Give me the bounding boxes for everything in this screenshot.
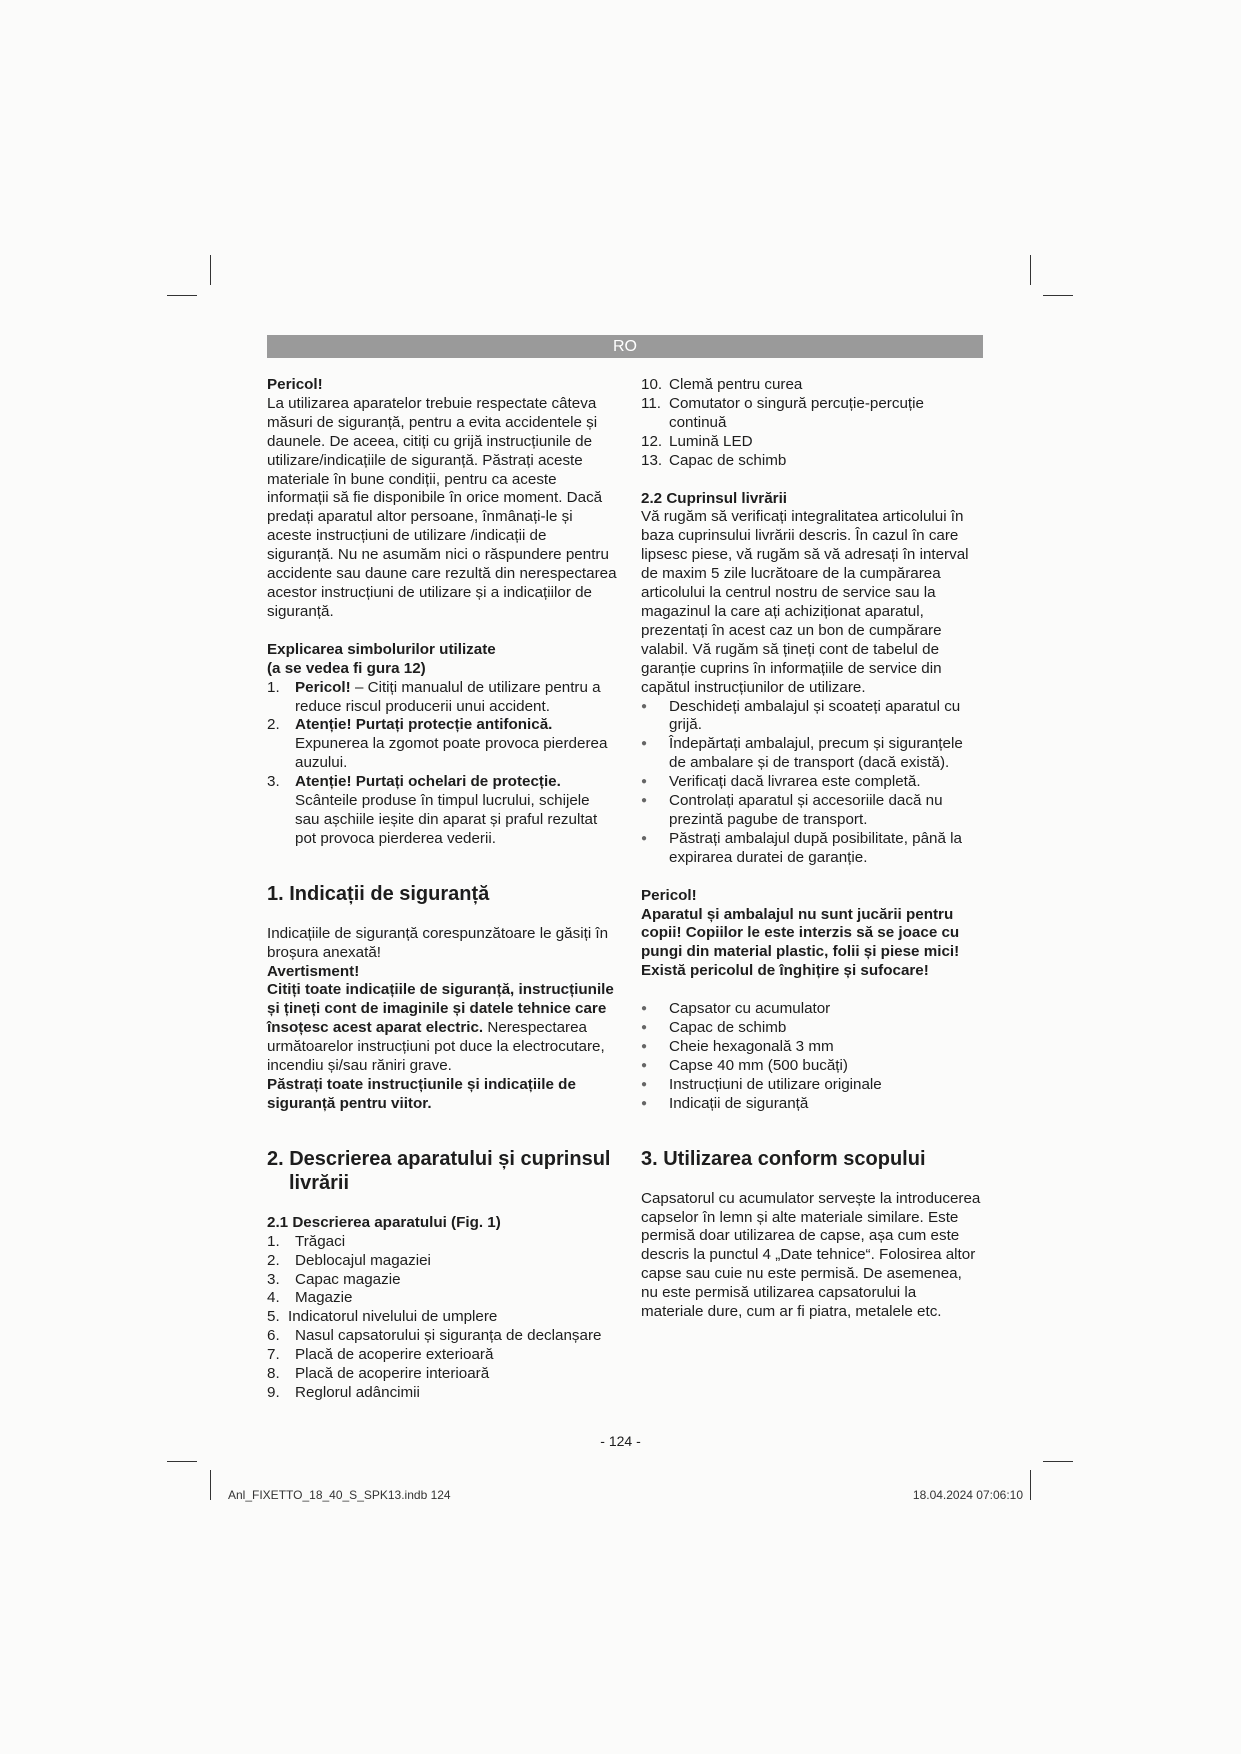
list-item: ● Cheie hexagonală 3 mm [641,1038,981,1057]
parts-list [267,1233,617,1403]
page-number: - 124 - [600,1433,641,1449]
list-item: 7. Placă de acoperire exterioară [267,1346,494,1364]
crop-mark [167,295,197,296]
language-header: RO [267,335,983,358]
footer-date: 18.04.2024 07:06:10 [912,1488,1023,1502]
list-item: 8. Placă de acoperire interioară [267,1365,490,1383]
section-2-1-title: 2.1 Descrierea aparatului (Fig. 1) [267,1213,501,1231]
list-item: 1. Pericol! – Citiți manualul de utilizare pentru a reduce riscul producerii unui accident. [267,678,601,715]
symbols-list [267,679,617,849]
list-item: ● Îndepărtați ambalajul, precum și siguranțele de ambalare și de transport (dacă există). [641,735,981,773]
parts-list-continued [641,376,981,471]
delivery-contents [641,1000,981,1113]
list-item: ● Instrucțiuni de utilizare originale [641,1076,981,1095]
section-1-text: Indicațiile de siguranță corespunzătoare le găsiți în broșura anexată! [267,924,609,961]
crop-mark [210,1470,211,1500]
section-1-title: 1. Indicații de siguranță [267,882,490,905]
left-column [267,376,617,1403]
section-2-2-title: 2.2 Cuprinsul livrării [641,489,788,507]
list-item: ● Controlați aparatul și accesoriile dacă nu prezintă pagube de transport. [641,792,981,830]
section-2-2-text: Vă rugăm să verificați integralitatea articolului în baza cuprinsului livrării descris. În cazul în care lipsesc piese, vă rugăm să vă adresați în interval de maxim 5 zile lucrătoare de la cumpărarea articolului la centrul nostru de service sau la magazinul la care ați achiziționat aparatul, prezentați în acest caz un bon de cumpărare valabil. Vă rugăm să țineți cont de tabelul de garanție cuprins în informațiile de service din capătul instrucțiunilor de utilizare. [641,508,969,696]
list-item: ● Deschideți ambalajul și scoateți aparatul cu grijă. [641,698,981,736]
warning-title: Avertisment! [267,962,360,980]
crop-mark [1030,1470,1031,1500]
list-item: 2. Atenție! Purtați protecție antifonică. Expunerea la zgomot poate provoca pierderea auzului. [267,716,608,772]
list-item: ● Indicații de siguranță [641,1095,981,1114]
list-item: 4. Magazie [267,1289,353,1307]
unpacking-steps [641,698,981,868]
danger-text: La utilizarea aparatelor trebuie respectate câteva măsuri de siguranță, pentru a evita accidentele și daunele. De aceea, citiți cu grijă instrucțiunile de utilizare/indicațiile de siguranță. Păstrați aceste materiale în bune condiții, pentru ca aceste informații să fie disponibile în orice moment. Dacă predați aparatul altor persoane, înmânați-le și aceste instrucțiuni de utilizare /indicații de siguranță. Nu ne asumăm nici o răspundere pentru accidente sau daune care rezultă din nerespectarea acestor instrucțiuni de utilizare și a indicațiilor de siguranță. [267,394,617,620]
list-item: 2. Deblocajul magaziei [267,1251,431,1269]
list-item: 5. Indicatorul nivelului de umplere [267,1308,498,1326]
list-item: 1. Trăgaci [267,1232,346,1250]
list-item: ● Păstrați ambalajul după posibilitate, până la expirarea duratei de garanție. [641,830,981,868]
warning-text: Citiți toate indicațiile de siguranță, instrucțiunile și țineți cont de imaginile și datele tehnice care însoțesc acest aparat electric. Nerespectarea următoarelor instrucțiuni pot duce la electrocutare, incendiu și/sau răniri grave. [267,981,614,1075]
crop-mark [167,1461,197,1462]
danger-title: Pericol! [267,376,323,393]
symbols-title: Explicarea simbolurilor utilizate [267,640,496,658]
list-item: 11. Comutator o singură percuție-percuție continuă [641,394,924,431]
list-item: 10. Clemă pentru curea [641,376,803,393]
crop-mark [1043,295,1073,296]
danger-text: Aparatul și ambalajul nu sunt jucării pentru copii! Copiilor le este interzis să se joace cu pungi din material plastic, folii și piese mici! Există pericolul de înghițire și sufocare! [641,905,960,980]
list-item: 9. Reglorul adâncimii [267,1383,420,1401]
list-item: ● Capsator cu acumulator [641,1000,981,1019]
list-item: 3. Atenție! Purtați ochelari de protecție. Scânteile produse în timpul lucrului, schijele sau așchiile ieșite din aparat și praful rezultat pot provoca pierderea vederii. [267,773,598,847]
crop-mark [1030,255,1031,285]
list-item: 12. Lumină LED [641,432,753,450]
footer-file: Anl_FIXETTO_18_40_S_SPK13.indb 124 [228,1488,451,1502]
crop-mark [210,255,211,285]
list-item: 3. Capac magazie [267,1270,401,1288]
right-column [641,376,981,1322]
list-item: 6. Nasul capsatorului și siguranța de declanșare [267,1327,602,1345]
section-3-title: 3. Utilizarea conform scopului [641,1147,926,1170]
symbols-subtitle: (a se vedea fi gura 12) [267,659,426,677]
crop-mark [1043,1461,1073,1462]
list-item: ● Capse 40 mm (500 bucăți) [641,1057,981,1076]
danger-title: Pericol! [641,886,697,904]
section-2-title: 2. Descrierea aparatului și cuprinsul livrării [267,1147,611,1194]
keep-instructions: Păstrați toate instrucțiunile și indicațiile de siguranță pentru viitor. [267,1076,576,1112]
list-item: ● Capac de schimb [641,1019,981,1038]
list-item: 13. Capac de schimb [641,451,787,469]
list-item: ● Verificați dacă livrarea este completă. [641,773,981,792]
section-3-text: Capsatorul cu acumulator servește la introducerea capselor în lemn și alte materiale similare. Este permisă doar utilizarea de capse, așa cum este descris la punctul 4 „Date tehnice“. Folosirea altor capse sau cuie nu este permisă. De asemenea, nu este permisă utilizarea capsatorului la materiale dure, cum ar fi piatra, metalele etc. [641,1189,981,1321]
